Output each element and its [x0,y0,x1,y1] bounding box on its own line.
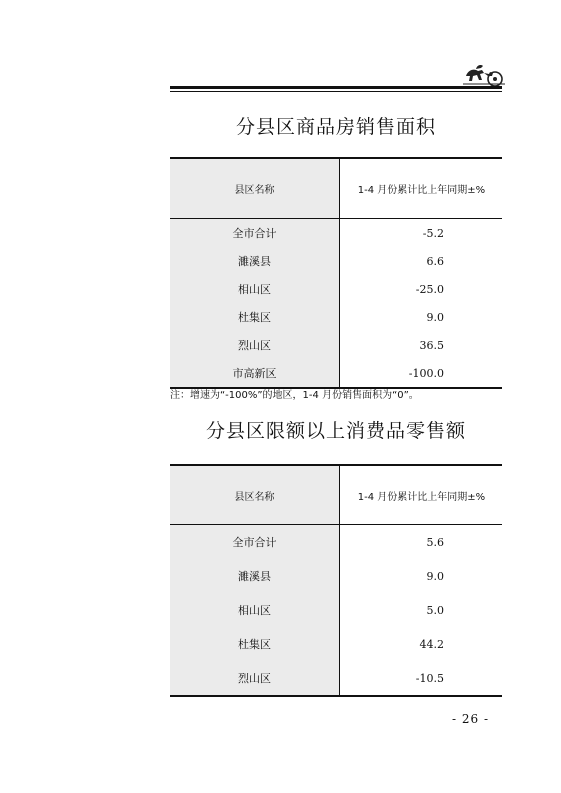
county-name-cell: 杜集区 [170,627,340,661]
county-name-cell: 烈山区 [170,661,340,696]
table-row [170,661,502,696]
county-name-cell: 濉溪县 [170,559,340,593]
county-name-cell: 杜集区 [170,303,340,331]
column-header-change: 1-4 月份累计比上年同期±% [340,158,503,219]
table-row [170,559,502,593]
county-name-cell: 烈山区 [170,331,340,359]
change-value-cell: -25.0 [340,275,503,303]
page-number: - 26 - [452,712,490,726]
change-value-cell: -10.5 [340,661,503,696]
table-row [170,359,502,388]
table-row [170,627,502,661]
table-header-row [170,465,502,525]
table-2-title: 分县区限额以上消费品零售额 [205,420,466,442]
table-row [170,219,502,248]
change-value-cell: 5.6 [340,525,503,560]
table-row [170,275,502,303]
housing-sales-area-table [170,157,502,389]
table-row [170,593,502,627]
change-value-cell: 5.0 [340,593,503,627]
table-row [170,525,502,560]
table-header-row [170,158,502,219]
change-value-cell: -100.0 [340,359,503,388]
column-header-change: 1-4 月份累计比上年同期±% [340,465,503,525]
change-value-cell: 44.2 [340,627,503,661]
county-name-cell: 全市合计 [170,219,340,248]
change-value-cell: 9.0 [340,303,503,331]
horse-chariot-logo-icon [462,62,506,88]
header-rule-thick [170,86,502,89]
column-header-county: 县区名称 [170,465,340,525]
change-value-cell: 9.0 [340,559,503,593]
table-1-title: 分县区商品房销售面积 [235,116,436,138]
header-rule-thin [170,91,502,92]
retail-sales-table [170,464,502,697]
change-value-cell: 6.6 [340,247,503,275]
change-value-cell: -5.2 [340,219,503,248]
county-name-cell: 相山区 [170,275,340,303]
table-1-note: 注：增速为“-100%”的地区，1-4 月份销售面积为“0”。 [170,390,419,401]
county-name-cell: 相山区 [170,593,340,627]
county-name-cell: 全市合计 [170,525,340,560]
table-row [170,247,502,275]
table-row [170,331,502,359]
county-name-cell: 濉溪县 [170,247,340,275]
county-name-cell: 市高新区 [170,359,340,388]
table-row [170,303,502,331]
change-value-cell: 36.5 [340,331,503,359]
column-header-county: 县区名称 [170,158,340,219]
